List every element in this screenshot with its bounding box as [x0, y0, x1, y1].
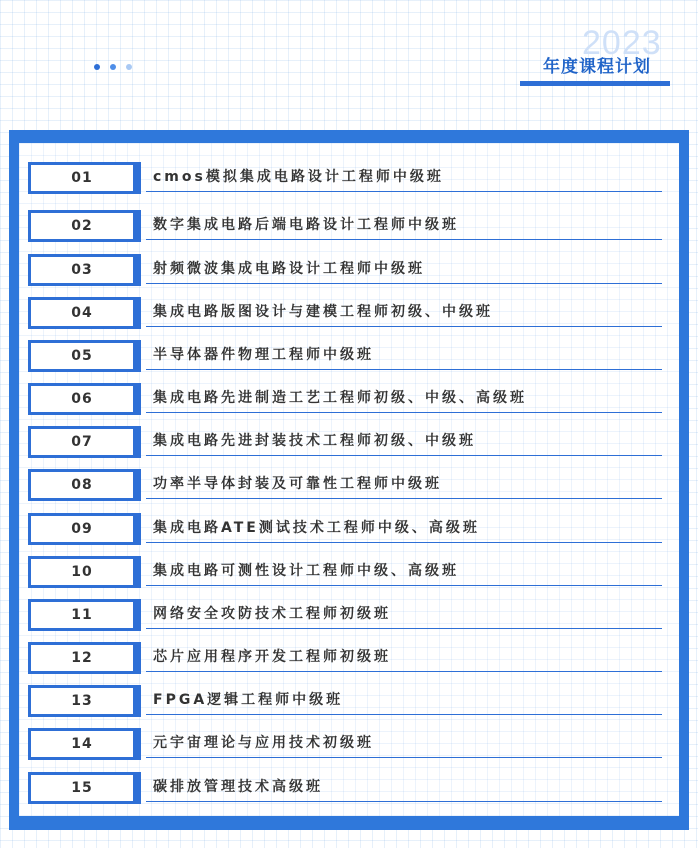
course-number: 10 — [28, 556, 136, 588]
course-name: 网络安全攻防技术工程师初级班 — [153, 606, 391, 622]
dot-icon — [126, 64, 132, 70]
course-number: 09 — [28, 513, 136, 545]
dot-icon — [94, 64, 100, 70]
row-underline — [146, 585, 662, 586]
row-underline — [146, 191, 662, 192]
course-name: 碳排放管理技术高级班 — [153, 779, 323, 795]
row-underline — [146, 412, 662, 413]
course-name: 功率半导体封装及可靠性工程师中级班 — [153, 476, 442, 492]
course-number: 14 — [28, 728, 136, 760]
course-row — [28, 683, 664, 717]
row-underline — [146, 714, 662, 715]
course-row — [28, 160, 664, 194]
course-row — [28, 726, 664, 760]
row-underline — [146, 455, 662, 456]
course-name: 集成电路先进制造工艺工程师初级、中级、高级班 — [153, 390, 527, 406]
course-name: 集成电路版图设计与建模工程师初级、中级班 — [153, 304, 493, 320]
course-row — [28, 554, 664, 588]
course-row — [28, 511, 664, 545]
row-underline — [146, 542, 662, 543]
page-title: 年度课程计划 — [543, 57, 651, 77]
course-number: 15 — [28, 772, 136, 804]
course-name: 集成电路ATE测试技术工程师中级、高级班 — [153, 520, 480, 536]
row-underline — [146, 239, 662, 240]
course-name: 集成电路可测性设计工程师中级、高级班 — [153, 563, 459, 579]
course-row — [28, 467, 664, 501]
course-row — [28, 338, 664, 372]
course-row — [28, 597, 664, 631]
decorative-dots — [94, 64, 132, 70]
year-watermark: 2023 — [582, 24, 662, 62]
course-row — [28, 295, 664, 329]
course-number: 08 — [28, 469, 136, 501]
course-row — [28, 381, 664, 415]
course-number: 11 — [28, 599, 136, 631]
course-row — [28, 770, 664, 804]
row-underline — [146, 498, 662, 499]
course-name: 元宇宙理论与应用技术初级班 — [153, 735, 374, 751]
row-underline — [146, 757, 662, 758]
course-row — [28, 252, 664, 286]
title-underline — [520, 81, 670, 86]
course-number: 02 — [28, 210, 136, 242]
course-row — [28, 640, 664, 674]
course-name: cmos模拟集成电路设计工程师中级班 — [153, 169, 444, 185]
course-number: 07 — [28, 426, 136, 458]
row-underline — [146, 628, 662, 629]
course-number: 03 — [28, 254, 136, 286]
dot-icon — [110, 64, 116, 70]
course-number: 01 — [28, 162, 136, 194]
course-number: 12 — [28, 642, 136, 674]
course-row — [28, 424, 664, 458]
course-name: 集成电路先进封装技术工程师初级、中级班 — [153, 433, 476, 449]
course-name: 数字集成电路后端电路设计工程师中级班 — [153, 217, 459, 233]
row-underline — [146, 671, 662, 672]
course-number: 04 — [28, 297, 136, 329]
row-underline — [146, 326, 662, 327]
course-name: 芯片应用程序开发工程师初级班 — [153, 649, 391, 665]
course-number: 13 — [28, 685, 136, 717]
course-row — [28, 208, 664, 242]
course-name: 射频微波集成电路设计工程师中级班 — [153, 261, 425, 277]
row-underline — [146, 801, 662, 802]
course-number: 06 — [28, 383, 136, 415]
row-underline — [146, 283, 662, 284]
row-underline — [146, 369, 662, 370]
course-name: 半导体器件物理工程师中级班 — [153, 347, 374, 363]
course-number: 05 — [28, 340, 136, 372]
course-name: FPGA逻辑工程师中级班 — [153, 692, 344, 708]
